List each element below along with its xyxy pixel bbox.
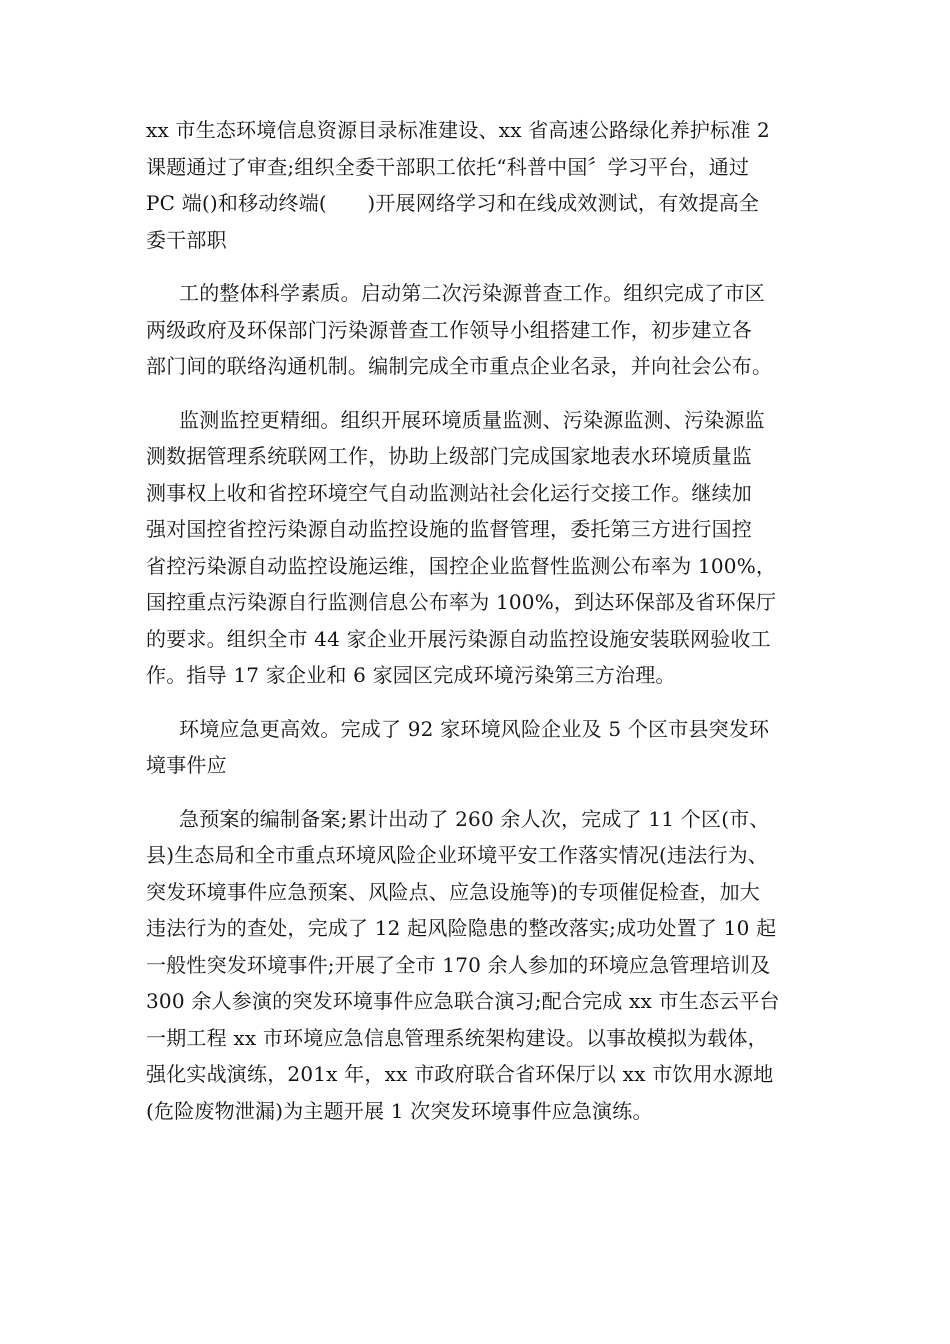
text-line: 国控重点污染源自行监测信息公布率为 100%，到达环保部及省环保厅 [146,590,777,614]
paragraph-4 [146,711,806,784]
text-line: 急预案的编制备案;累计出动了 260 余人次，完成了 11 个区(市、 [179,806,770,831]
text-line: 测事权上收和省控环境空气自动监测站社会化运行交接工作。继续加 [146,480,752,505]
text-line: 300 余人参演的突发环境事件应急联合演习;配合完成 xx 市生态云平台 [146,989,780,1013]
text-line: 两级政府及环保部门污染源普查工作领导小组搭建工作，初步建立各 [146,317,752,342]
text-line: xx 市生态环境信息资源目录标准建设、xx 省高速公路绿化养护标准 2 [146,118,770,142]
text-line: PC 端()和移动终端( )开展网络学习和在线成效测试，有效提高全 [146,191,760,215]
text-line: 的要求。组织全市 44 家企业开展污染源自动监控设施安装联网验收工 [146,626,771,651]
text-line: 省控污染源自动监控设施运维，国控企业监督性监测公布率为 100%， [146,553,777,578]
text-line: 境事件应 [146,753,227,777]
text-line: 课题通过了审查;组织全委干部职工依托“科普中国〞学习平台，通过 [146,154,750,179]
text-line: 环境应急更高效。完成了 92 家环境风险企业及 5 个区市县突发环 [179,716,770,741]
paragraph-3 [146,402,806,694]
text-line: 强对国控省控污染源自动监控设施的监督管理，委托第三方进行国控 [146,517,752,541]
text-line: 工的整体科学素质。启动第二次污染源普查工作。组织完成了市区 [179,281,765,305]
text-line: 作。指导 17 家企业和 6 家园区完成环境污染第三方治理。 [146,663,676,687]
paragraph-5 [146,801,806,1130]
text-line: 突发环境事件应急预案、风险点、应急设施等)的专项催促检查，加大 [146,879,761,904]
text-line: 部门间的联络沟通机制。编制完成全市重点企业名录，并向社会公布。 [146,354,773,378]
text-line: (危险废物泄漏)为主题开展 1 次突发环境事件应急演练。 [146,1098,653,1123]
paragraph-1 [146,112,806,258]
text-line: 违法行为的查处，完成了 12 起风险隐患的整改落实;成功处置了 10 起 [146,916,777,940]
text-line: 委干部职 [146,227,227,252]
document-body [146,112,806,1146]
text-line: 测数据管理系统联网工作，协助上级部门完成国家地表水环境质量监 [146,444,752,468]
text-line: 县)生态局和全市重点环境风险企业环境平安工作落实情况(违法行为、 [146,843,769,867]
text-line: 一期工程 xx 市环境应急信息管理系统架构建设。以事故模拟为载体， [146,1025,768,1050]
text-line: 一般性突发环境事件;开展了全市 170 余人参加的环境应急管理培训及 [146,952,771,977]
paragraph-2 [146,275,806,385]
text-line: 监测监控更精细。组织开展环境质量监测、污染源监测、污染源监 [179,407,765,432]
text-line: 强化实战演练，201x 年，xx 市政府联合省环保厅以 xx 市饮用水源地 [146,1062,774,1086]
